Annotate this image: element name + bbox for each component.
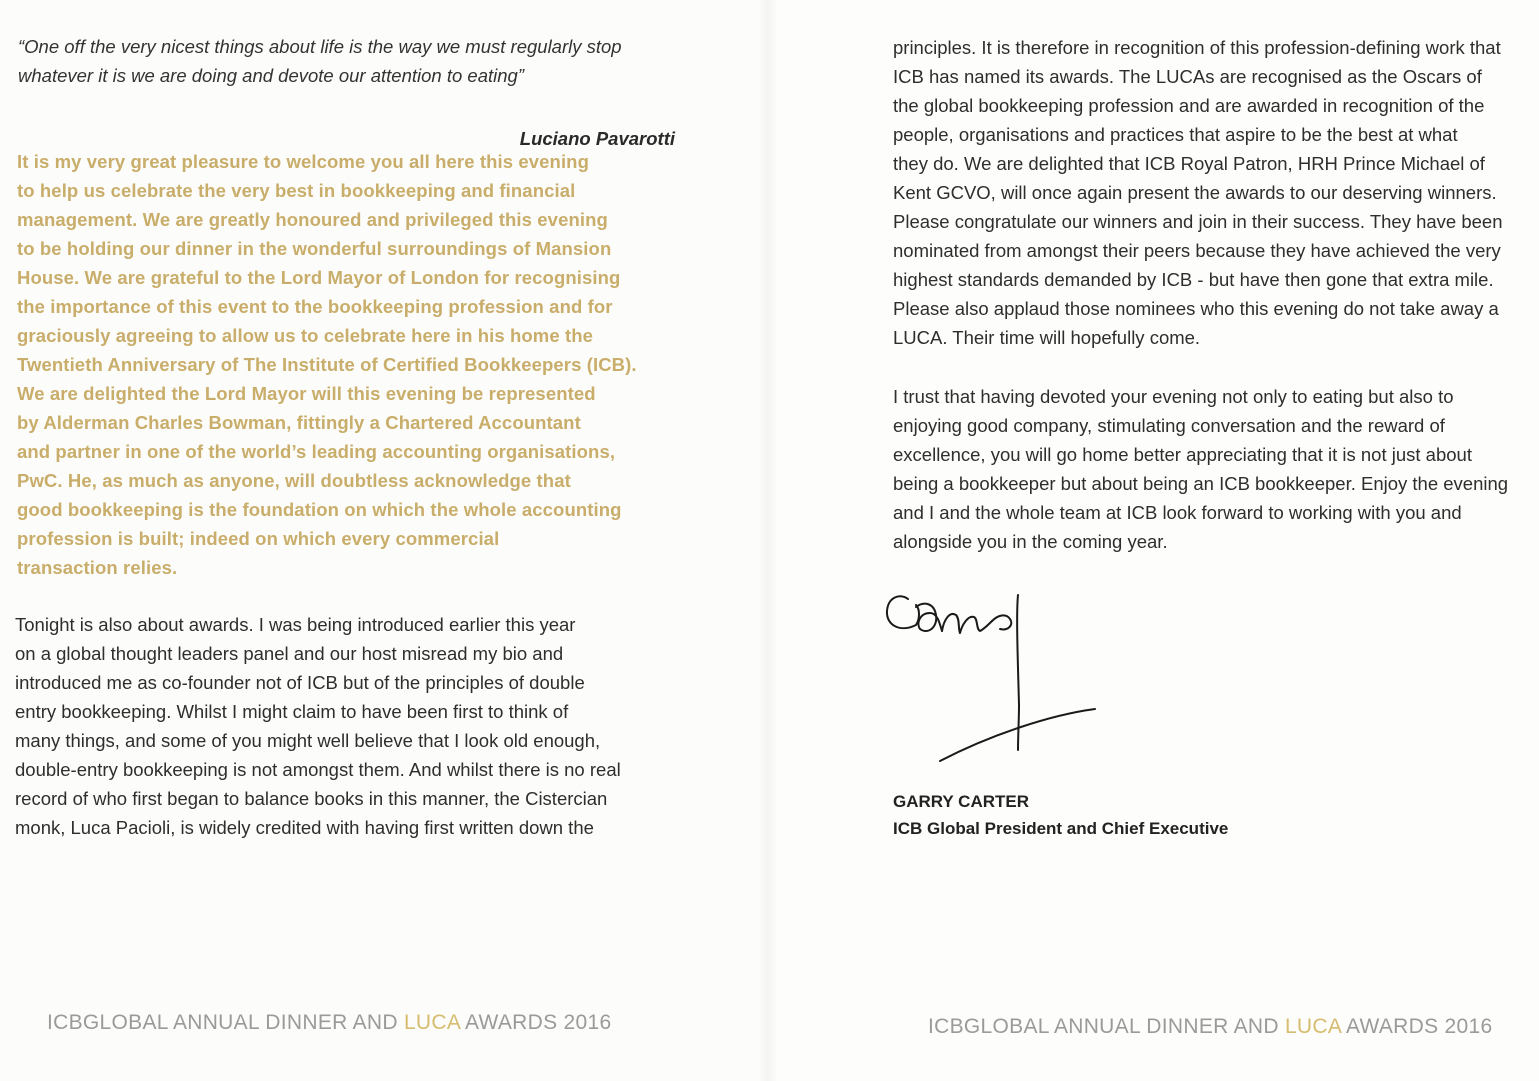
footer-text: ICBGLOBAL ANNUAL DINNER AND [928,1015,1285,1038]
welcome-line: We are delighted the Lord Mayor will this evening be represented [17,383,596,404]
welcome-line: Twentieth Anniversary of The Institute of Certified Bookkeepers (ICB). [17,354,637,375]
page-gutter [758,0,778,1081]
body-line: excellence, you will go home better appreciating that it is not just about [893,444,1472,465]
welcome-line: profession is built; indeed on which every commercial [17,528,500,549]
quote-line: “One off the very nicest things about life is the way we must regularly stop [18,36,622,57]
body-line: monk, Luca Pacioli, is widely credited with having first written down the [15,817,594,838]
body-line: enjoying good company, stimulating conversation and the reward of [893,415,1445,436]
welcome-line: House. We are grateful to the Lord Mayor of London for recognising [17,267,621,288]
signatory-title: ICB Global President and Chief Executive [893,819,1229,838]
quote-line: whatever it is we are doing and devote our attention to eating” [18,65,524,86]
welcome-line: management. We are greatly honoured and privileged this evening [17,209,608,230]
body-line: ICB has named its awards. The LUCAs are recognised as the Oscars of [893,66,1482,87]
welcome-line: good bookkeeping is the foundation on which the whole accounting [17,499,622,520]
body-line: record of who first began to balance books in this manner, the Cistercian [15,788,608,809]
body-line: introduced me as co-founder not of ICB but of the principles of double [15,672,585,693]
welcome-line: and partner in one of the world’s leading accounting organisations, [17,441,616,462]
signatory-name: GARRY CARTER [893,792,1030,811]
welcome-line: to help us celebrate the very best in bookkeeping and financial [17,180,576,201]
welcome-paragraph [17,147,677,582]
welcome-line: by Alderman Charles Bowman, fittingly a Chartered Accountant [17,412,581,433]
awards-paragraph [15,610,675,842]
body-line: Please also applaud those nominees who this evening do not take away a [893,298,1499,319]
welcome-line: to be holding our dinner in the wonderful surroundings of Mansion [17,238,612,259]
body-line: being a bookkeeper but about being an ICB bookkeeper. Enjoy the evening [893,473,1509,494]
body-line: entry bookkeeping. Whilst I might claim to have been first to think of [15,701,569,722]
opening-quote [18,32,678,149]
body-line: principles. It is therefore in recognition of this profession-defining work that [893,37,1501,58]
body-line: they do. We are delighted that ICB Royal Patron, HRH Prince Michael of [893,153,1485,174]
body-line: people, organisations and practices that aspire to be the best at what [893,124,1458,145]
body-line: highest standards demanded by ICB - but have then gone that extra mile. [893,269,1494,290]
recognition-paragraph [893,33,1533,352]
closing-paragraph [893,382,1533,556]
footer-accent: LUCA [403,1011,461,1034]
body-line: on a global thought leaders panel and our host misread my bio and [15,643,564,664]
body-line: I trust that having devoted your evening not only to eating but also to [893,386,1454,407]
body-line: Tonight is also about awards. I was being introduced earlier this year [15,614,576,635]
footer-text: ICBGLOBAL ANNUAL DINNER AND [47,1011,404,1034]
body-line: double-entry bookkeeping is not amongst them. And whilst there is no real [15,759,621,780]
quote-author: Luciano Pavarotti [519,128,675,149]
body-line: and I and the whole team at ICB look forward to working with you and [893,502,1462,523]
body-line: alongside you in the coming year. [893,531,1168,552]
body-line: Please congratulate our winners and join in their success. They have been [893,211,1503,232]
body-line: many things, and some of you might well believe that I look old enough, [15,730,601,751]
body-line: nominated from amongst their peers because they have achieved the very [893,240,1501,261]
welcome-line: graciously agreeing to allow us to celebrate here in his home the [17,325,594,346]
body-line: the global bookkeeping profession and are awarded in recognition of the [893,95,1485,116]
footer-accent: LUCA [1284,1015,1342,1038]
welcome-line: the importance of this event to the bookkeeping profession and for [17,296,613,317]
welcome-line: It is my very great pleasure to welcome you all here this evening [17,151,589,172]
welcome-line: transaction relies. [17,557,178,578]
welcome-line: PwC. He, as much as anyone, will doubtless acknowledge that [17,470,571,491]
handwritten-signature [880,585,1110,770]
body-line: Kent GCVO, will once again present the awards to our deserving winners. [893,182,1497,203]
body-line: LUCA. Their time will hopefully come. [893,327,1201,348]
footer-right [928,1015,1492,1039]
footer-text: AWARDS 2016 [460,1011,612,1034]
footer-text: AWARDS 2016 [1341,1015,1493,1038]
footer-left [47,1011,611,1035]
